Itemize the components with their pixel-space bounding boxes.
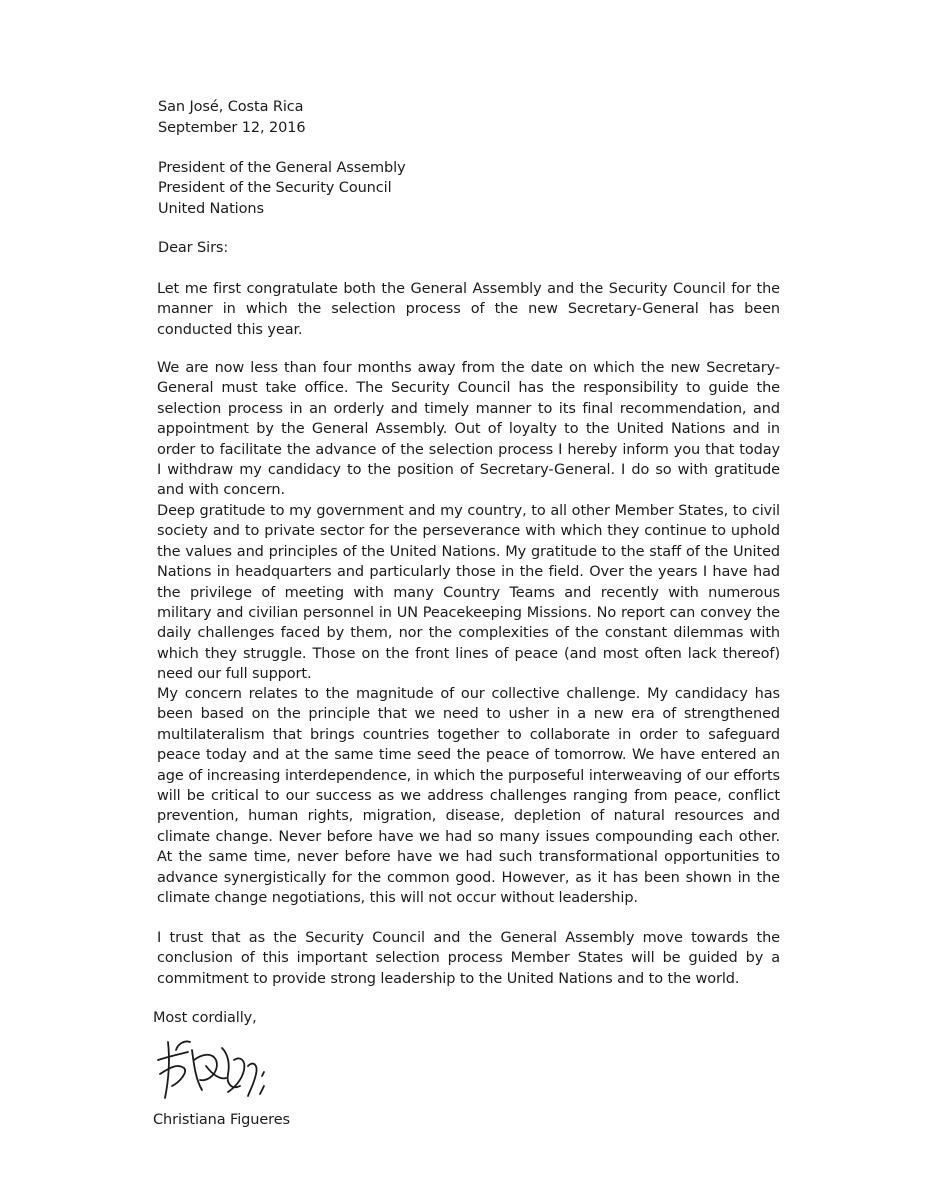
closing: Most cordially, [153,1010,257,1026]
recipient-line: United Nations [158,201,264,217]
signature-image [150,1030,280,1105]
body-paragraph: I trust that as the Security Council and the General Assembly move towards the conclusion of this important selection process Member States will be guided by a commitment to provide strong leadership to the United Nations and to the world. [157,930,780,987]
recipient-line: President of the Security Council [158,180,392,196]
body-paragraph: We are now less than four months away from the date on which the new Secretary-General must take office. The Security Council has the responsibility to guide the selection process in an orderly and timely manner to its final recommendation, and appointment by the General Assembly. Out of loyalty to the United Nations and in order to facilitate the advance of the selection process I hereby inform you that today I withdraw my candidacy to the position of Secretary-General. I do so with gratitude and with concern. [157,360,780,499]
body-paragraph: Let me first congratulate both the General Assembly and the Security Council for the manner in which the selection process of the new Secretary-General has been conducted this year. [157,281,780,338]
signer-name: Christiana Figueres [153,1112,290,1128]
letter-date: September 12, 2016 [158,120,306,136]
salutation: Dear Sirs: [158,240,229,256]
body-paragraph: Deep gratitude to my government and my country, to all other Member States, to civil society and to private sector for the perseverance with which they continue to uphold the values and principles of the United Nations. My gratitude to the staff of the United Nations in headquarters and particularly those in the field. Over the years I have had the privilege of meeting with many Country Teams and recently with numerous military and civilian personnel in UN Peacekeeping Missions. No report can convey the daily challenges faced by them, nor the complexities of the constant dilemmas with which they struggle. Those on the front lines of peace (and most often lack thereof) need our full support. [157,503,780,683]
recipient-line: President of the General Assembly [158,160,406,176]
body-paragraph: My concern relates to the magnitude of our collective challenge. My candidacy has been based on the principle that we need to usher in a new era of strengthened multilateralism that brings countries together to collaborate in order to safeguard peace today and at the same time seed the peace of tomorrow. We have entered an age of increasing interdependence, in which the purposeful interweaving of our efforts will be critical to our success as we address challenges ranging from peace, conflict prevention, human rights, migration, disease, depletion of natural resources and climate change. Never before have we had so many issues compounding each other. At the same time, never before have we had such transformational opportunities to advance synergistically for the common good. However, as it has been shown in the climate change negotiations, this will not occur without leadership. [157,686,780,907]
letter-place: San José, Costa Rica [158,99,304,115]
